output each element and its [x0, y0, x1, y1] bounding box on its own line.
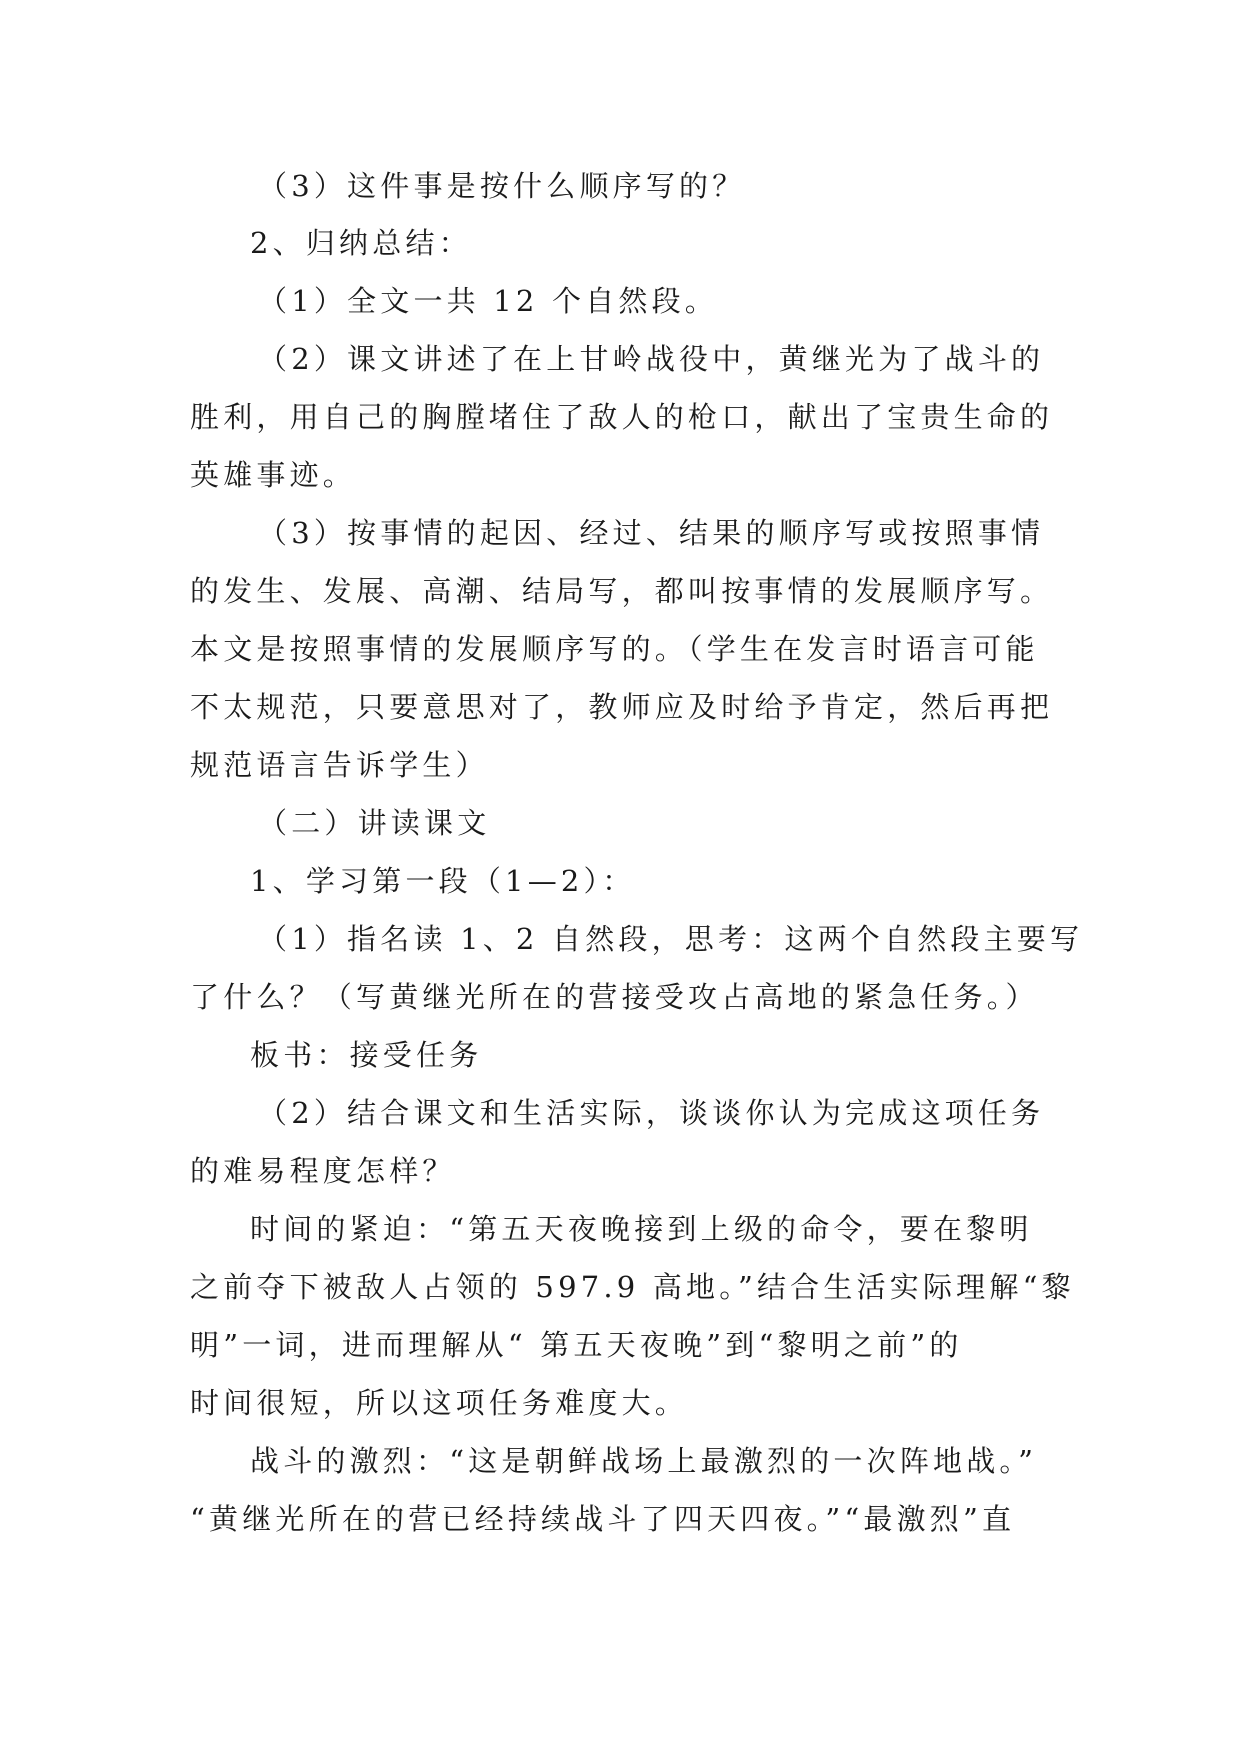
- battle-intensity-paragraph: 战斗的激烈：“这是朝鲜战场上最激烈的一次阵地战。”: [250, 1444, 1038, 1478]
- summary-point-2: （2）课文讲述了在上甘岭战役中，黄继光为了战斗的: [258, 342, 1045, 376]
- paragraph-line: “黄继光所在的营已经持续战斗了四天四夜。”“最激烈”直: [190, 1502, 1016, 1536]
- summary-point-3: （3）按事情的起因、经过、结果的顺序写或按照事情: [258, 516, 1045, 550]
- paragraph-line: 胜利，用自己的胸膛堵住了敌人的枪口，献出了宝贵生命的: [190, 400, 1054, 434]
- paragraph-line: 时间很短，所以这项任务难度大。: [190, 1386, 689, 1420]
- question-3-order: （3）这件事是按什么顺序写的？: [258, 169, 746, 203]
- subsection-heading: 1、学习第一段（1—2）：: [250, 864, 636, 898]
- blackboard-note: 板书：接受任务: [250, 1038, 483, 1072]
- paragraph-line: 的发生、发展、高潮、结局写，都叫按事情的发展顺序写。: [190, 574, 1054, 608]
- paragraph-line: 的难易程度怎样？: [190, 1154, 456, 1188]
- summary-point-1: （1）全文一共 12 个自然段。: [258, 284, 718, 318]
- section-heading-reading: （二）讲读课文: [258, 806, 491, 840]
- section-2-heading: 2、归纳总结：: [250, 226, 472, 260]
- reading-task-2: （2）结合课文和生活实际，谈谈你认为完成这项任务: [258, 1096, 1045, 1130]
- paragraph-line: 明”一词，进而理解从“ 第五天夜晚”到“黎明之前”的: [190, 1328, 963, 1362]
- paragraph-line: 之前夺下被敌人占领的 597.9 高地。”结合生活实际理解“黎: [190, 1270, 1075, 1304]
- reading-task-1: （1）指名读 1、2 自然段，思考：这两个自然段主要写: [258, 922, 1084, 956]
- time-urgency-paragraph: 时间的紧迫：“第五天夜晚接到上级的命令，要在黎明: [250, 1212, 1033, 1246]
- paragraph-line: 不太规范，只要意思对了，教师应及时给予肯定，然后再把: [190, 690, 1054, 724]
- paragraph-line: 本文是按照事情的发展顺序写的。（学生在发言时语言可能: [190, 632, 1039, 666]
- paragraph-line: 英雄事迹。: [190, 458, 357, 492]
- paragraph-line: 了什么？（写黄继光所在的营接受攻占高地的紧急任务。）: [190, 980, 1039, 1014]
- paragraph-line: 规范语言告诉学生）: [190, 748, 489, 782]
